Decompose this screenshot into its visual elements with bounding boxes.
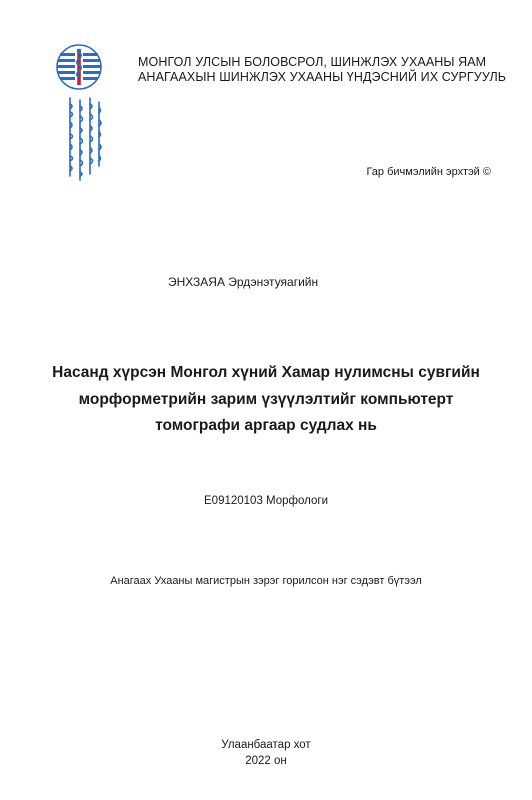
year: 2022 он	[245, 755, 287, 767]
university-name: АНАГААХЫН ШИНЖЛЭХ УХААНЫ ҮНДЭСНИЙ ИХ СУРГУУЛЬ	[138, 70, 507, 84]
specialty-code: Е09120103 Морфологи	[204, 495, 328, 507]
thesis-title-line-2: морформетрийн зарим үзүүлэлтийг компьютерт	[78, 390, 454, 408]
institution-header	[138, 55, 508, 85]
city-name: Улаанбаатар хот	[221, 739, 311, 751]
copyright-notice: Гар бичмэлийн эрхтэй ©	[366, 166, 491, 178]
place-and-year	[0, 737, 532, 769]
thesis-title-line-3: томографи аргаар судлах нь	[155, 417, 377, 434]
mongolian-script-emblem	[64, 96, 104, 182]
ministry-name: МОНГОЛ УЛСЫН БОЛОВСРОЛ, ШИНЖЛЭХ УХААНЫ ЯАМ	[138, 55, 487, 69]
author-name: ЭНХЗАЯА Эрдэнэтуяагийн	[168, 275, 319, 289]
degree-statement: Анагаах Ухааны магистрын зэрэг горилсон нэг сэдэвт бүтээл	[110, 575, 422, 587]
thesis-title	[40, 360, 492, 440]
thesis-title-line-1: Насанд хүрсэн Монгол хүний Хамар нулимсны сувгийн	[52, 364, 480, 381]
university-emblem-icon	[56, 44, 102, 90]
